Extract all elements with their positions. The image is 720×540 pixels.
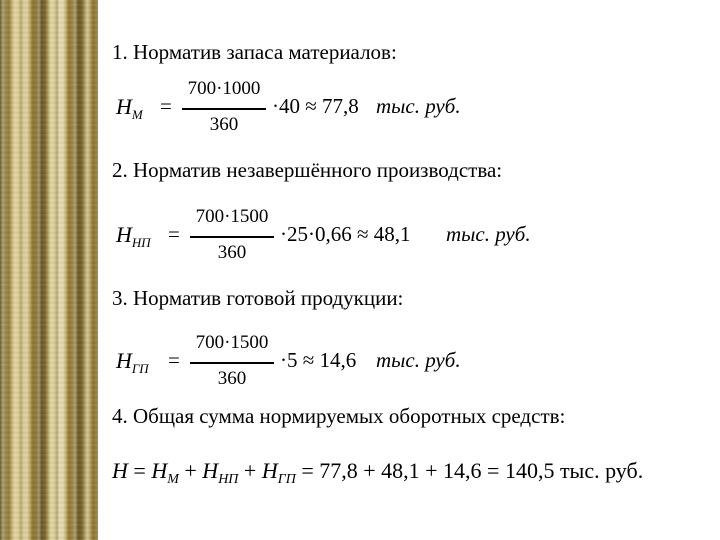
formula-materials <box>112 76 512 142</box>
heading-materials: 1. Норматив запаса материалов: <box>112 40 397 64</box>
fraction <box>188 206 276 272</box>
fraction <box>188 332 276 398</box>
fraction-bar <box>182 108 266 110</box>
heading-finished-goods: 3. Норматив готовой продукции: <box>112 286 404 310</box>
heading-work-in-progress: 2. Норматив незавершённого производства: <box>112 158 503 182</box>
denominator: 360 <box>209 114 239 135</box>
formula-rest: ·25·0,66 ≈ 48,1 <box>280 222 411 246</box>
formula-unit: тыс. руб. <box>376 348 461 372</box>
formula-rest: ·5 ≈ 14,6 <box>280 348 357 372</box>
formula-unit: тыс. руб. <box>446 222 531 246</box>
heading-total: 4. Общая сумма нормируемых оборотных средств: <box>112 404 566 428</box>
formula-rest: ·40 ≈ 77,8 <box>272 94 359 118</box>
equals-sign: = <box>160 94 172 118</box>
fraction-bar <box>190 236 274 238</box>
numerator: 700·1000 <box>187 78 261 99</box>
formula-var: $Н_{НП}$ <box>116 222 151 250</box>
equals-sign: = <box>168 348 180 372</box>
decorative-border <box>0 0 98 540</box>
formula-var: $Н_{ГП}$ <box>116 348 149 376</box>
equals-sign: = <box>168 222 180 246</box>
formula-var: $Н_М$ <box>116 94 143 122</box>
denominator: 360 <box>217 368 247 389</box>
numerator: 700·1500 <box>195 332 269 353</box>
formula-unit: тыс. руб. <box>376 94 461 118</box>
numerator: 700·1500 <box>195 206 269 227</box>
formula-finished-goods <box>112 330 512 396</box>
fraction <box>180 78 268 144</box>
formula-work-in-progress <box>112 204 572 270</box>
fraction-bar <box>190 362 274 364</box>
total-formula: $Н = Н_М + Н_{НП} + Н_{ГП} = 77,8 + 48,1 + 14,6 = 140,5$ тыс. руб. <box>112 458 644 487</box>
slide-content <box>112 0 712 540</box>
denominator: 360 <box>217 242 247 263</box>
